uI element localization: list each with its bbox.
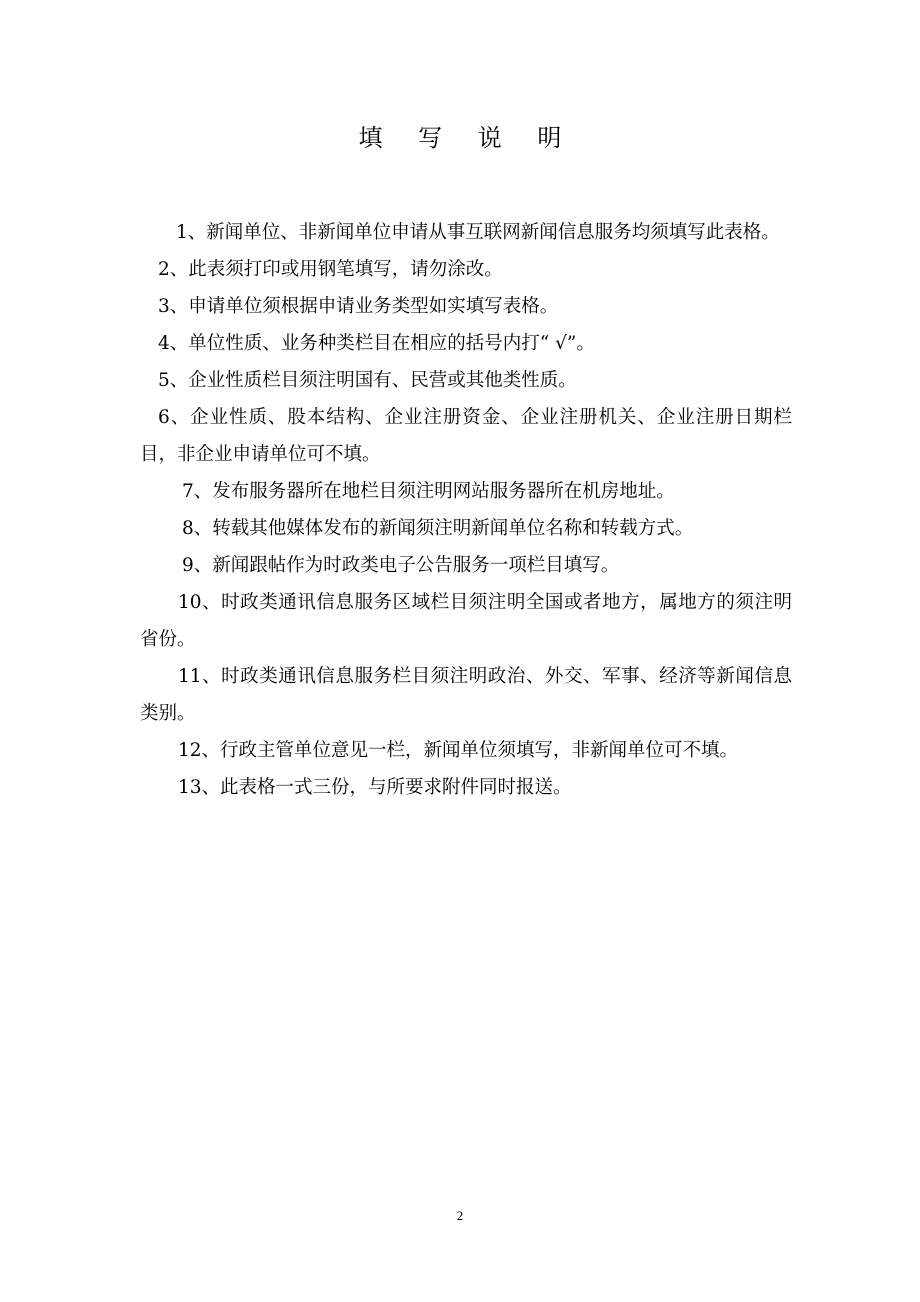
page-number: 2: [456, 1208, 464, 1223]
instruction-item-8: 8、转载其他媒体发布的新闻须注明新闻单位名称和转载方式。: [182, 518, 694, 539]
instruction-item-12: 12、行政主管单位意见一栏，新闻单位须填写，非新闻单位可不填。: [178, 740, 739, 761]
instruction-item-1: 1、新闻单位、非新闻单位申请从事互联网新闻信息服务均须填写此表格。: [176, 222, 780, 243]
instruction-item-11: 11、时政类通讯信息服务栏目须注明政治、外交、军事、经济等新闻信息类别。: [140, 666, 792, 724]
instruction-item-7: 7、发布服务器所在地栏目须注明网站服务器所在机房地址。: [182, 481, 675, 502]
instruction-item-13: 13、此表格一式三份，与所要求附件同时报送。: [178, 777, 572, 798]
instruction-item-3: 3、申请单位须根据申请业务类型如实填写表格。: [158, 296, 559, 317]
instruction-item-6: 6、企业性质、股本结构、企业注册资金、企业注册机关、企业注册日期栏目，非企业申请单位可不填。: [140, 407, 792, 465]
instruction-item-5: 5、企业性质栏目须注明国有、民营或其他类性质。: [158, 370, 577, 391]
instruction-item-4: 4、单位性质、业务种类栏目在相应的括号内打“ √”。: [158, 333, 595, 354]
page-title: 填 写 说 明: [358, 124, 576, 152]
instruction-item-10: 10、时政类通讯信息服务区域栏目须注明全国或者地方，属地方的须注明省份。: [140, 592, 792, 650]
instruction-item-2: 2、此表须打印或用钢笔填写，请勿涂改。: [158, 259, 503, 280]
instructions-list: [140, 214, 792, 806]
instruction-item-9: 9、新闻跟帖作为时政类电子公告服务一项栏目填写。: [182, 555, 620, 576]
